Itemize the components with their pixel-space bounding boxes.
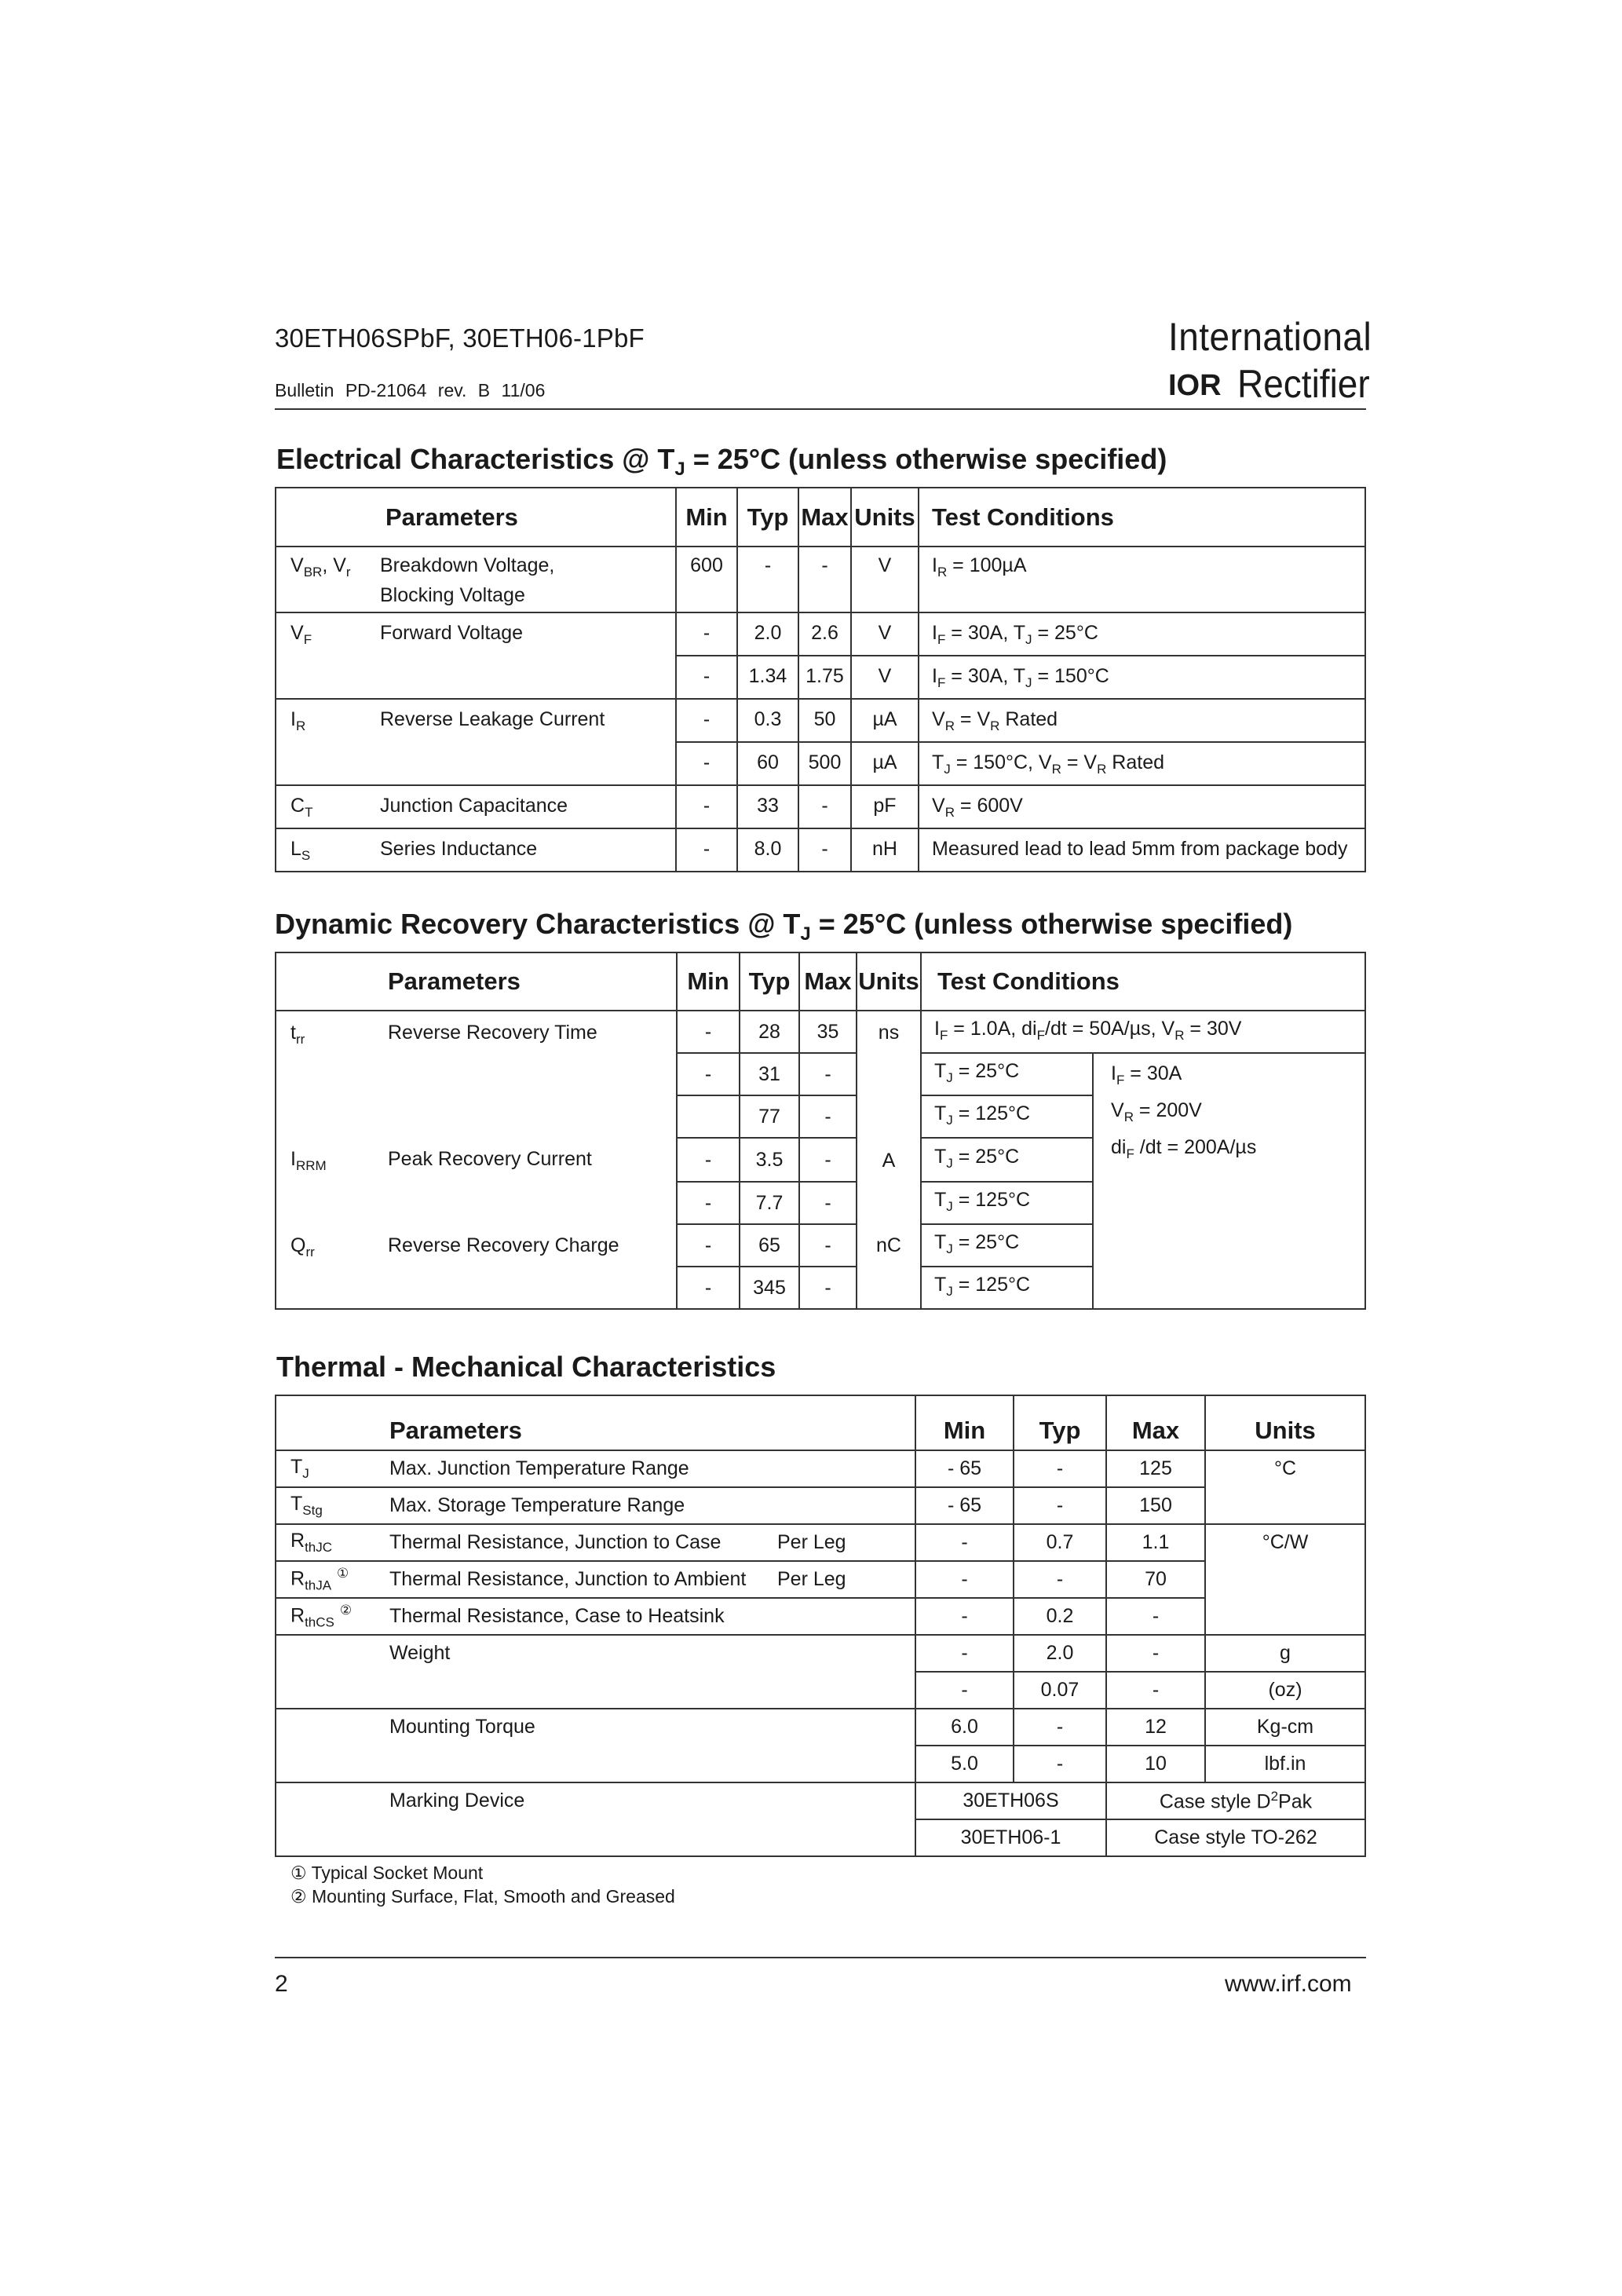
brand-name-line1: International	[1168, 315, 1372, 359]
table-row: $V_F$ Forward Voltage - 2.0 2.6 V $I_F = 30A$, $T_J = 25^\circ C$	[276, 612, 1365, 656]
table-row: $T_J$ Max. Junction Temperature Range - 65 - 125 °C	[276, 1450, 1365, 1487]
page-number: 2	[275, 1971, 288, 1997]
table-row: $I_R$ Reverse Leakage Current - 0.3 50 µA $V_R = V_R$ Rated	[276, 699, 1365, 742]
header-rule	[275, 408, 1366, 410]
table-row: $I_{RRM}$ Peak Recovery Current - 3.5 - A $T_J = 25^\circ C$	[276, 1138, 1365, 1182]
table-row: - 7.7 - $T_J = 125^\circ C$	[276, 1182, 1365, 1224]
table-header-row: Parameters Min Typ Max Units	[276, 1395, 1365, 1450]
thermal-title: Thermal - Mechanical Characteristics	[276, 1351, 776, 1383]
table-row: 5.0 - 10 lbf.in	[276, 1746, 1365, 1782]
footer-rule	[275, 1957, 1366, 1958]
ior-logo	[1168, 367, 1231, 401]
table-row: $t_{rr}$ Reverse Recovery Time - 28 35 ns $I_F = 1.0A$, $di_F/dt = 50A/\mu s$, $V_R = 30V$	[276, 1011, 1365, 1053]
table-row: $R_{thCS}$ ② Thermal Resistance, Case to Heatsink - 0.2 -	[276, 1598, 1365, 1635]
website-link[interactable]: www.irf.com	[1225, 1971, 1352, 1997]
col-test-conditions: Test Conditions	[919, 488, 1365, 547]
col-units: Units	[851, 488, 919, 547]
table-row: Weight - 2.0 - g	[276, 1635, 1365, 1672]
table-row: - 0.07 - (oz)	[276, 1672, 1365, 1709]
table-header-row: Parameters Min Typ Max Units Test Conditions	[276, 952, 1365, 1011]
part-title: 30ETH06SPbF, 30ETH06-1PbF	[275, 324, 645, 353]
electrical-table	[275, 487, 1366, 872]
electrical-title: Electrical Characteristics @ $T_J = 25^\circ C$ (unless otherwise specified)	[276, 443, 1167, 481]
footnote-1: ① Typical Socket Mount	[290, 1863, 484, 1883]
table-row: Mounting Torque 6.0 - 12 Kg-cm	[276, 1709, 1365, 1746]
table-row: 30ETH06-1 Case style TO-262	[276, 1819, 1365, 1856]
dynamic-title: Dynamic Recovery Characteristics @ $T_J = 25^\circ C$ (unless otherwise specified)	[275, 908, 1293, 945]
col-max: Max	[798, 488, 851, 547]
bulletin-info: Bulletin PD-21064 rev. B 11/06	[275, 380, 546, 400]
table-row: $V_{BR}$, $V_r$ Breakdown Voltage, Blocking Voltage 600 - - V $I_R = 100\mu A$	[276, 547, 1365, 612]
table-row: $R_{thJC}$ Thermal Resistance, Junction to Case Per Leg - 0.7 1.1 °C/W	[276, 1524, 1365, 1561]
svg-text:IOR: IOR	[1168, 369, 1222, 401]
table-header-row	[276, 488, 1365, 547]
table-row: - 345 - $T_J = 125^\circ C$	[276, 1267, 1365, 1309]
table-row: $L_S$ Series Inductance - 8.0 - nH Measured lead to lead 5mm from package body	[276, 828, 1365, 872]
table-row: 77 - $T_J = 125^\circ C$	[276, 1095, 1365, 1138]
footnote-2: ② Mounting Surface, Flat, Smooth and Greased	[290, 1886, 675, 1907]
table-row: $Q_{rr}$ Reverse Recovery Charge - 65 - nC $T_J = 25^\circ C$	[276, 1224, 1365, 1267]
table-row: - 31 - $T_J = 25^\circ C$ $I_F = 30A$ $V_R = 200V$ $di_F$ /dt = 200A/µs	[276, 1053, 1365, 1095]
table-row: $R_{thJA}$ ① Thermal Resistance, Junction to Ambient Per Leg - - 70	[276, 1561, 1365, 1598]
col-parameters: Parameters	[366, 488, 676, 547]
thermal-table	[275, 1395, 1366, 1857]
table-row: - 60 500 µA $T_J = 150^\circ C$, $V_R = V_R$ Rated	[276, 742, 1365, 785]
col-min: Min	[676, 488, 737, 547]
table-row: $C_T$ Junction Capacitance - 33 - pF $V_R = 600V$	[276, 785, 1365, 828]
col-typ: Typ	[737, 488, 798, 547]
brand-name-line2: Rectifier	[1237, 362, 1370, 406]
table-row: Marking Device 30ETH06S Case style $D^2Pak$	[276, 1782, 1365, 1819]
brand-row	[1168, 361, 1381, 407]
recovery-conditions: $I_F = 30A$ $V_R = 200V$ $di_F$ /dt = 200A/µs	[1093, 1053, 1365, 1309]
dynamic-table	[275, 952, 1366, 1310]
table-row: - 1.34 1.75 V $I_F = 30A$, $T_J = 150^\circ C$	[276, 656, 1365, 699]
table-row: $T_{Stg}$ Max. Storage Temperature Range - 65 - 150	[276, 1487, 1365, 1524]
